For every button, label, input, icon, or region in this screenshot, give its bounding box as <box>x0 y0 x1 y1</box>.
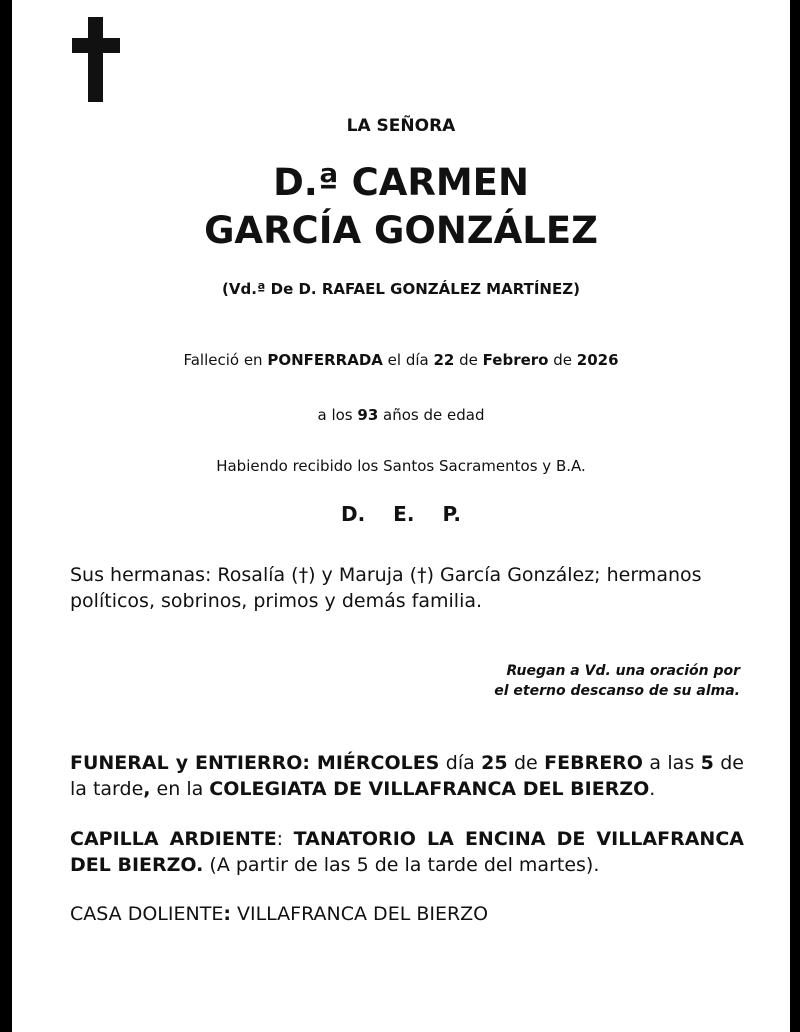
intro-label: LA SEÑORA <box>346 116 456 136</box>
age-years: 93 <box>357 406 379 424</box>
dep-line: D. E. P. <box>340 502 462 526</box>
obituary-page <box>12 0 790 1032</box>
prayer-request: Ruegan a Vd. una oración por el eterno descanso de su alma. <box>494 663 740 699</box>
age-line: a los 93 años de edad <box>317 406 485 424</box>
death-year: 2026 <box>576 351 619 369</box>
widow-of-line: (Vd.ª De D. RAFAEL GONZÁLEZ MARTÍNEZ) <box>222 280 580 298</box>
death-day: 22 <box>433 351 455 369</box>
funeral-paragraph: FUNERAL y ENTIERRO: MIÉRCOLES día 25 de FEBRERO a las 5 de la tarde, en la COLEGIATA DE VILLAFRANCA DEL BIERZO. <box>70 752 744 800</box>
casa-doliente-line: CASA DOLIENTE: VILLAFRANCA DEL BIERZO <box>70 903 489 925</box>
sacraments-line: Habiendo recibido los Santos Sacramentos y B.A. <box>216 457 586 475</box>
deceased-name-line2: GARCÍA GONZÁLEZ <box>204 209 598 252</box>
death-place: PONFERRADA <box>267 351 383 369</box>
capilla-paragraph: CAPILLA ARDIENTE: TANATORIO LA ENCINA DE VILLAFRANCA DEL BIERZO. (A partir de las 5 de la tarde del martes). <box>70 828 744 876</box>
deceased-name-line1: D.ª CARMEN <box>273 161 529 204</box>
death-line: Falleció en PONFERRADA el día 22 de Febrero de 2026 <box>183 351 619 369</box>
cross-icon <box>72 17 120 102</box>
death-month: Febrero <box>482 351 549 369</box>
family-paragraph: Sus hermanas: Rosalía (†) y Maruja (†) García González; hermanos políticos, sobrinos, primos y demás familia. <box>70 564 702 612</box>
